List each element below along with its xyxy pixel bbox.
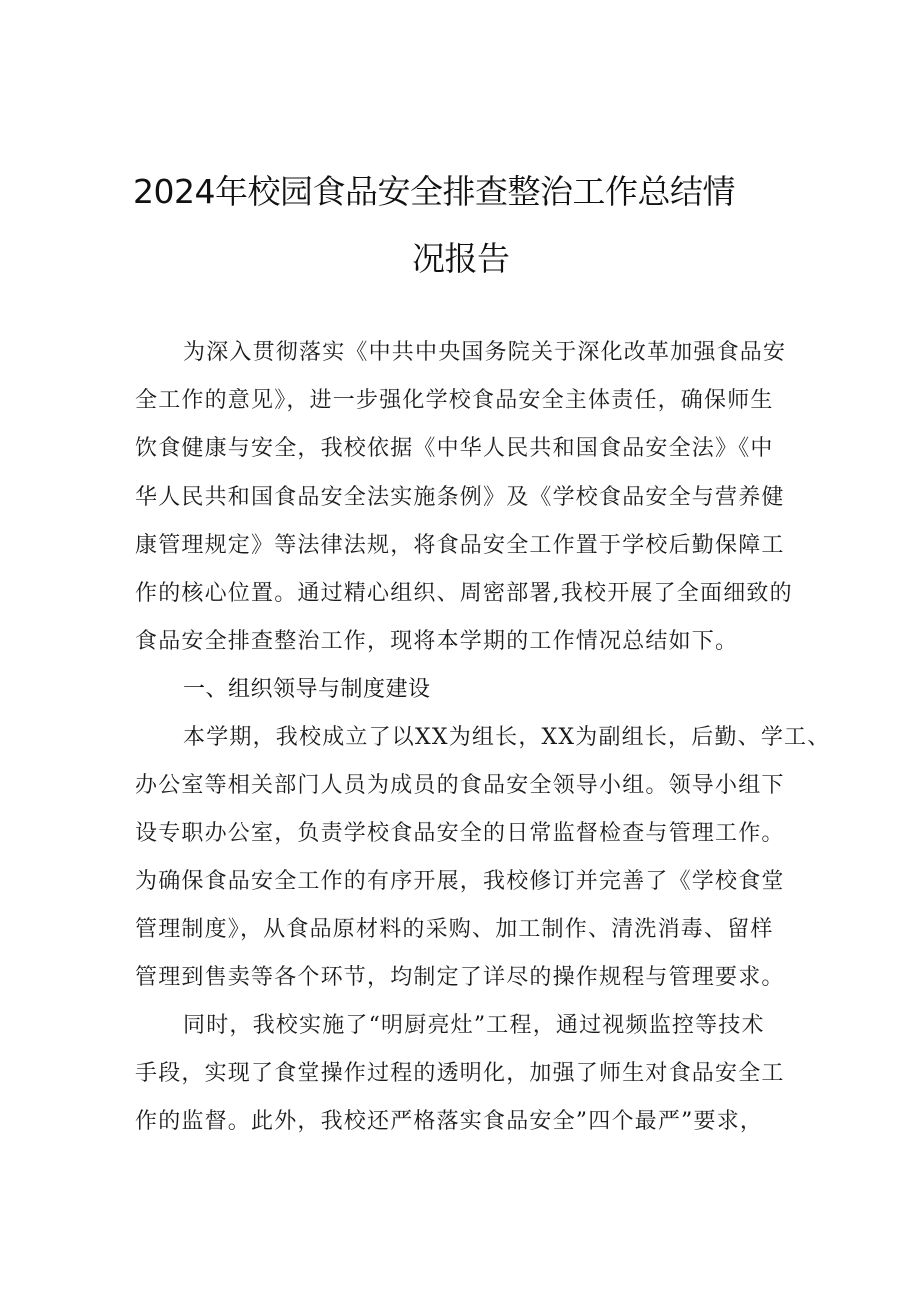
section-1-heading: 一、组织领导与制度建设 [183, 677, 431, 702]
paragraph-3-line-2: 手段，实现了食堂操作过程的透明化，加强了师生对食品安全工 [135, 1061, 785, 1086]
paragraph-3-line-1: 同时，我校实施了“明厨亮灶”工程，通过视频监控等技术 [183, 1013, 765, 1038]
paragraph-2-line-2: 办公室等相关部门人员为成员的食品安全领导小组。领导小组下 [135, 773, 785, 798]
document-title-line-2: 况报告 [412, 239, 510, 278]
paragraph-2-line-4: 为确保食品安全工作的有序开展，我校修订并完善了《学校食堂 [135, 869, 785, 894]
paragraph-1-line-3: 饮食健康与安全，我校依据《中华人民共和国食品安全法》《中 [135, 436, 774, 461]
paragraph-2-line-6: 管理到售卖等各个环节，均制定了详尽的操作规程与管理要求。 [135, 965, 785, 990]
paragraph-1-line-2: 全工作的意见》，进一步强化学校食品安全主体责任，确保师生 [135, 388, 774, 413]
paragraph-1-line-6: 作的核心位置。通过精心组织、周密部署,我校开展了全面细致的 [135, 581, 793, 606]
paragraph-3-line-3: 作的监督。此外，我校还严格落实食品安全”四个最严”要求， [135, 1109, 764, 1134]
document-title-line-1: 2024年校园食品安全排查整治工作总结情 [133, 172, 735, 211]
paragraph-2-line-5: 管理制度》，从食品原材料的采购、加工制作、清洗消毒、留样 [135, 917, 774, 942]
paragraph-2-line-1: 本学期，我校成立了以XX为组长，XX为副组长，后勤、学工、 [183, 725, 831, 750]
paragraph-1-line-7: 食品安全排查整治工作，现将本学期的工作情况总结如下。 [135, 629, 739, 654]
paragraph-1-line-1: 为深入贯彻落实《中共中央国务院关于深化改革加强食品安 [183, 340, 787, 365]
paragraph-2-line-3: 设专职办公室，负责学校食品安全的日常监督检查与管理工作。 [135, 821, 785, 846]
paragraph-1-line-5: 康管理规定》等法律法规，将食品安全工作置于学校后勤保障工 [135, 533, 785, 558]
paragraph-1-line-4: 华人民共和国食品安全法实施条例》及《学校食品安全与营养健 [135, 485, 785, 510]
